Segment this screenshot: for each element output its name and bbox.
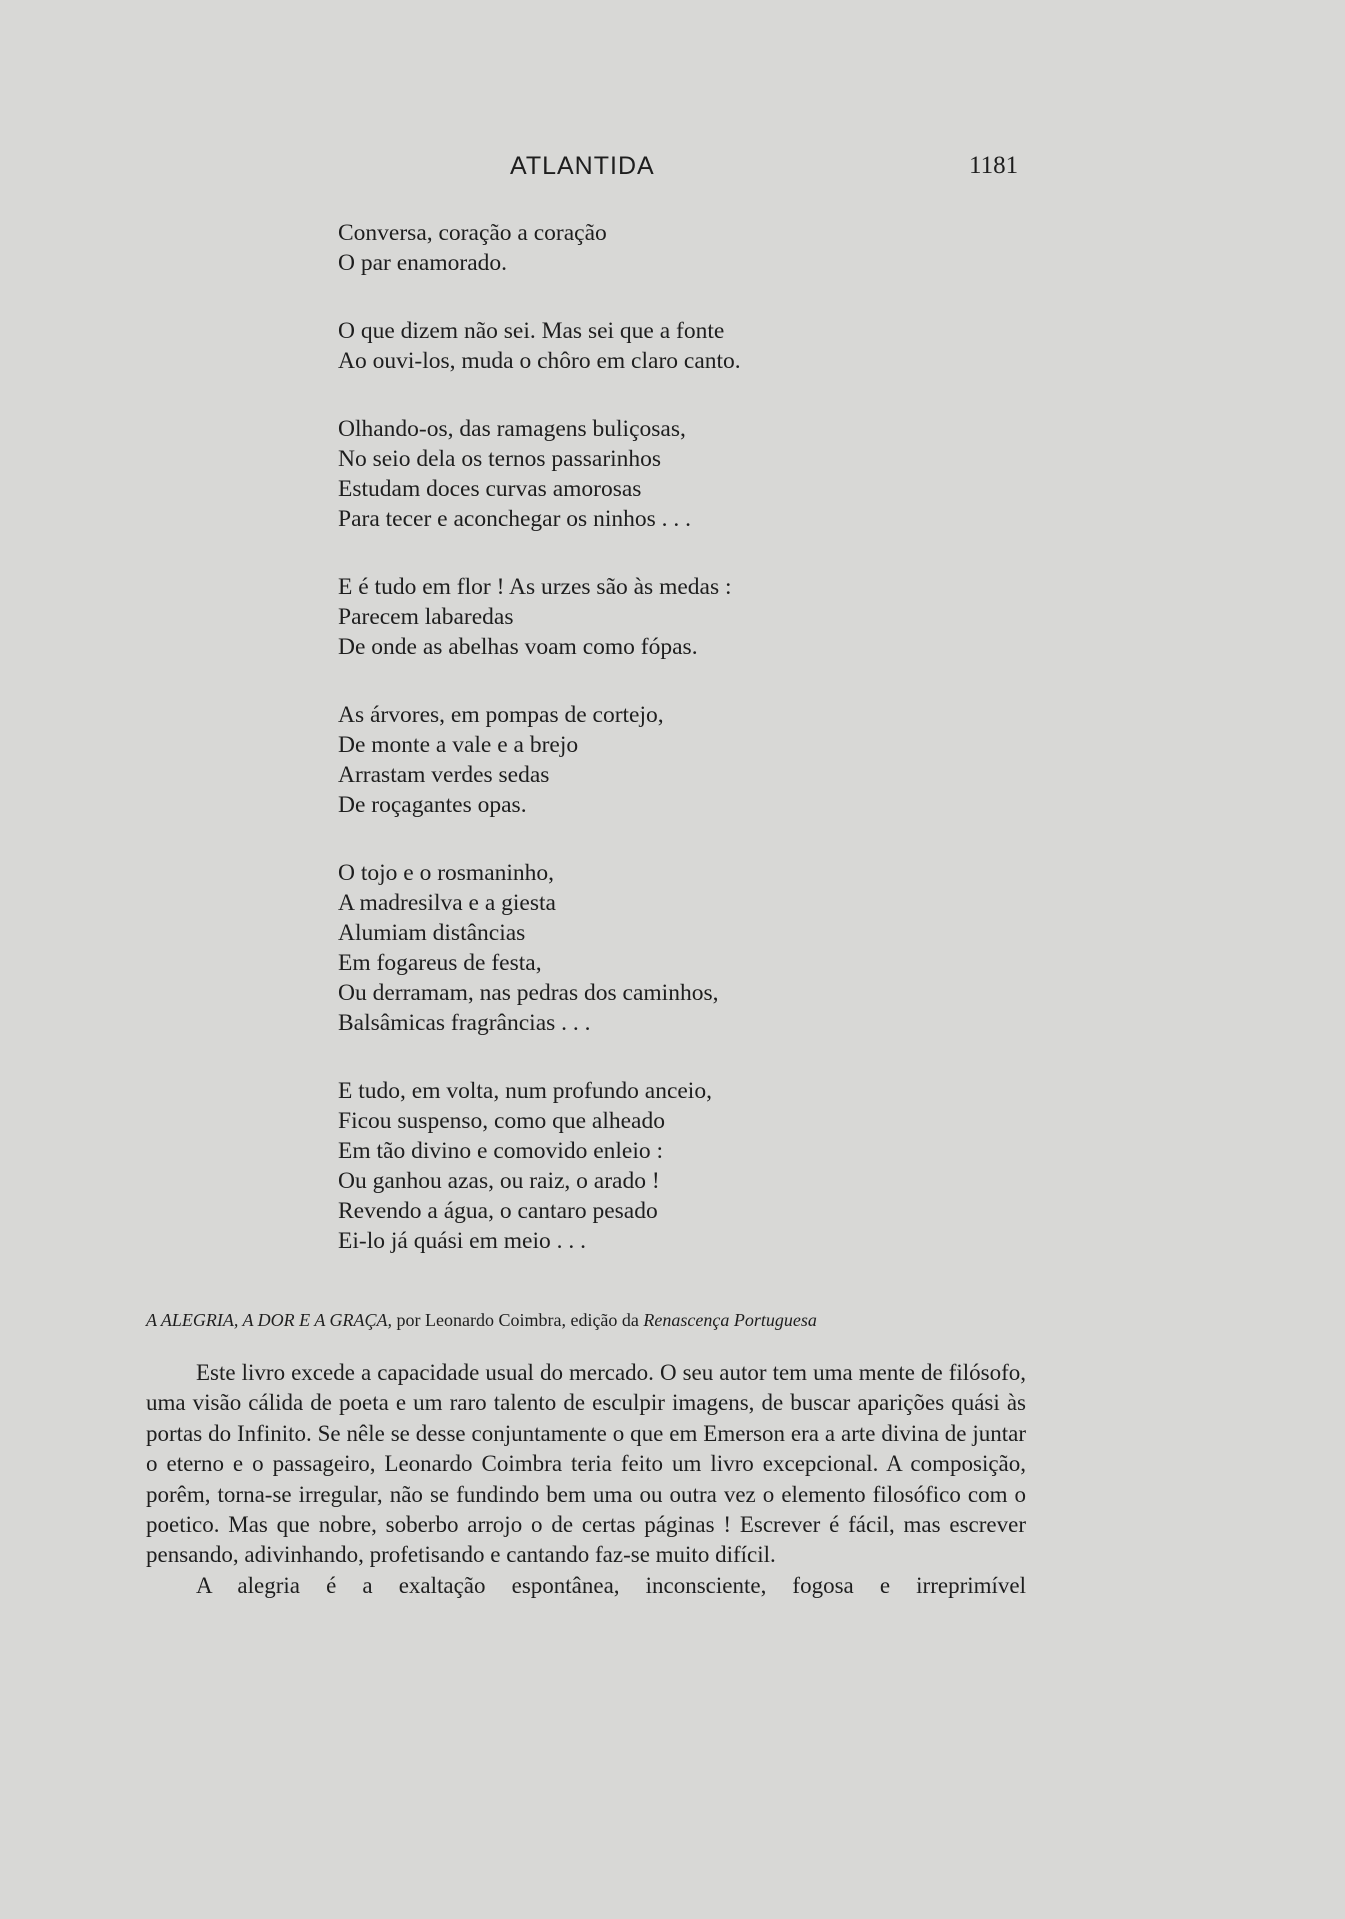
poem	[338, 218, 898, 1294]
page-number: 1181	[969, 152, 1019, 179]
poem-verse: E tudo, em volta, num profundo anceio,	[338, 1078, 712, 1104]
review-heading	[146, 1310, 1246, 1331]
poem-verse: Conversa, coração a coração	[338, 220, 607, 246]
poem-verse: De roçagantes opas.	[338, 792, 527, 818]
review-body	[146, 1358, 1026, 1601]
poem-verse: Ao ouvi-los, muda o chôro em claro canto.	[338, 348, 741, 374]
poem-verse: Ou ganhou azas, ou raiz, o arado !	[338, 1168, 660, 1194]
poem-verse: Em fogareus de festa,	[338, 950, 542, 976]
poem-stanza	[338, 218, 898, 278]
review-paragraph: Este livro excede a capacidade usual do mercado. O seu autor tem uma mente de filósofo, uma visão cálida de poeta e um raro talento de esculpir imagens, de buscar aparições quási às portas do Infinito. Se nêle se desse conjuntamente o que em Emerson era a arte divina de juntar o eterno e o passageiro, Leonardo Coimbra teria feito um livro excepcional. A composição, porêm, torna-se irregular, não se fundindo bem uma ou outra vez o elemento filosófico com o poetico. Mas que nobre, soberbo arrojo o de certas páginas ! Escrever é fácil, mas escrever pensando, adivinhando, profetisando e cantando faz-se muito difícil.	[146, 1360, 1026, 1568]
poem-verse: A madresilva e a giesta	[338, 890, 556, 916]
poem-verse: As árvores, em pompas de cortejo,	[338, 702, 664, 728]
poem-verse: Parecem labaredas	[338, 604, 514, 630]
poem-verse: Olhando-os, das ramagens buliçosas,	[338, 416, 686, 442]
poem-stanza	[338, 572, 898, 662]
review-paragraph: A alegria é a exaltação espontânea, inconsciente, fogosa e irreprimível	[196, 1572, 1026, 1598]
poem-verse: Ou derramam, nas pedras dos caminhos,	[338, 980, 719, 1006]
poem-verse: Arrastam verdes sedas	[338, 762, 550, 788]
poem-verse: Revendo a água, o cantaro pesado	[338, 1198, 658, 1224]
poem-verse: No seio dela os ternos passarinhos	[338, 446, 662, 472]
poem-stanza	[338, 414, 898, 534]
poem-verse: Estudam doces curvas amorosas	[338, 476, 642, 502]
poem-verse: Alumiam distâncias	[338, 920, 526, 946]
poem-verse: De monte a vale e a brejo	[338, 732, 579, 758]
poem-verse: O tojo e o rosmaninho,	[338, 860, 555, 886]
poem-verse: Em tão divino e comovido enleio :	[338, 1138, 664, 1164]
book-author: por Leonardo Coimbra, edição da	[392, 1310, 644, 1330]
poem-verse: O que dizem não sei. Mas sei que a fonte	[338, 318, 725, 344]
poem-verse: Ei-lo já quási em meio . . .	[338, 1228, 587, 1254]
book-publisher: Renascença Portuguesa	[643, 1310, 817, 1330]
poem-verse: De onde as abelhas voam como fópas.	[338, 634, 698, 660]
poem-stanza	[338, 316, 898, 376]
poem-verse: Ficou suspenso, como que alheado	[338, 1108, 665, 1134]
poem-stanza	[338, 700, 898, 820]
poem-verse: Para tecer e aconchegar os ninhos . . .	[338, 506, 692, 532]
poem-verse: E é tudo em flor ! As urzes são às medas :	[338, 574, 732, 600]
poem-verse: O par enamorado.	[338, 250, 507, 276]
book-title: A ALEGRIA, A DOR E A GRAÇA,	[146, 1310, 392, 1330]
page-header	[0, 152, 1345, 192]
poem-stanza	[338, 858, 898, 1038]
poem-verse: Balsâmicas fragrâncias . . .	[338, 1010, 591, 1036]
poem-stanza	[338, 1076, 898, 1256]
running-title: ATLANTIDA	[510, 152, 655, 180]
